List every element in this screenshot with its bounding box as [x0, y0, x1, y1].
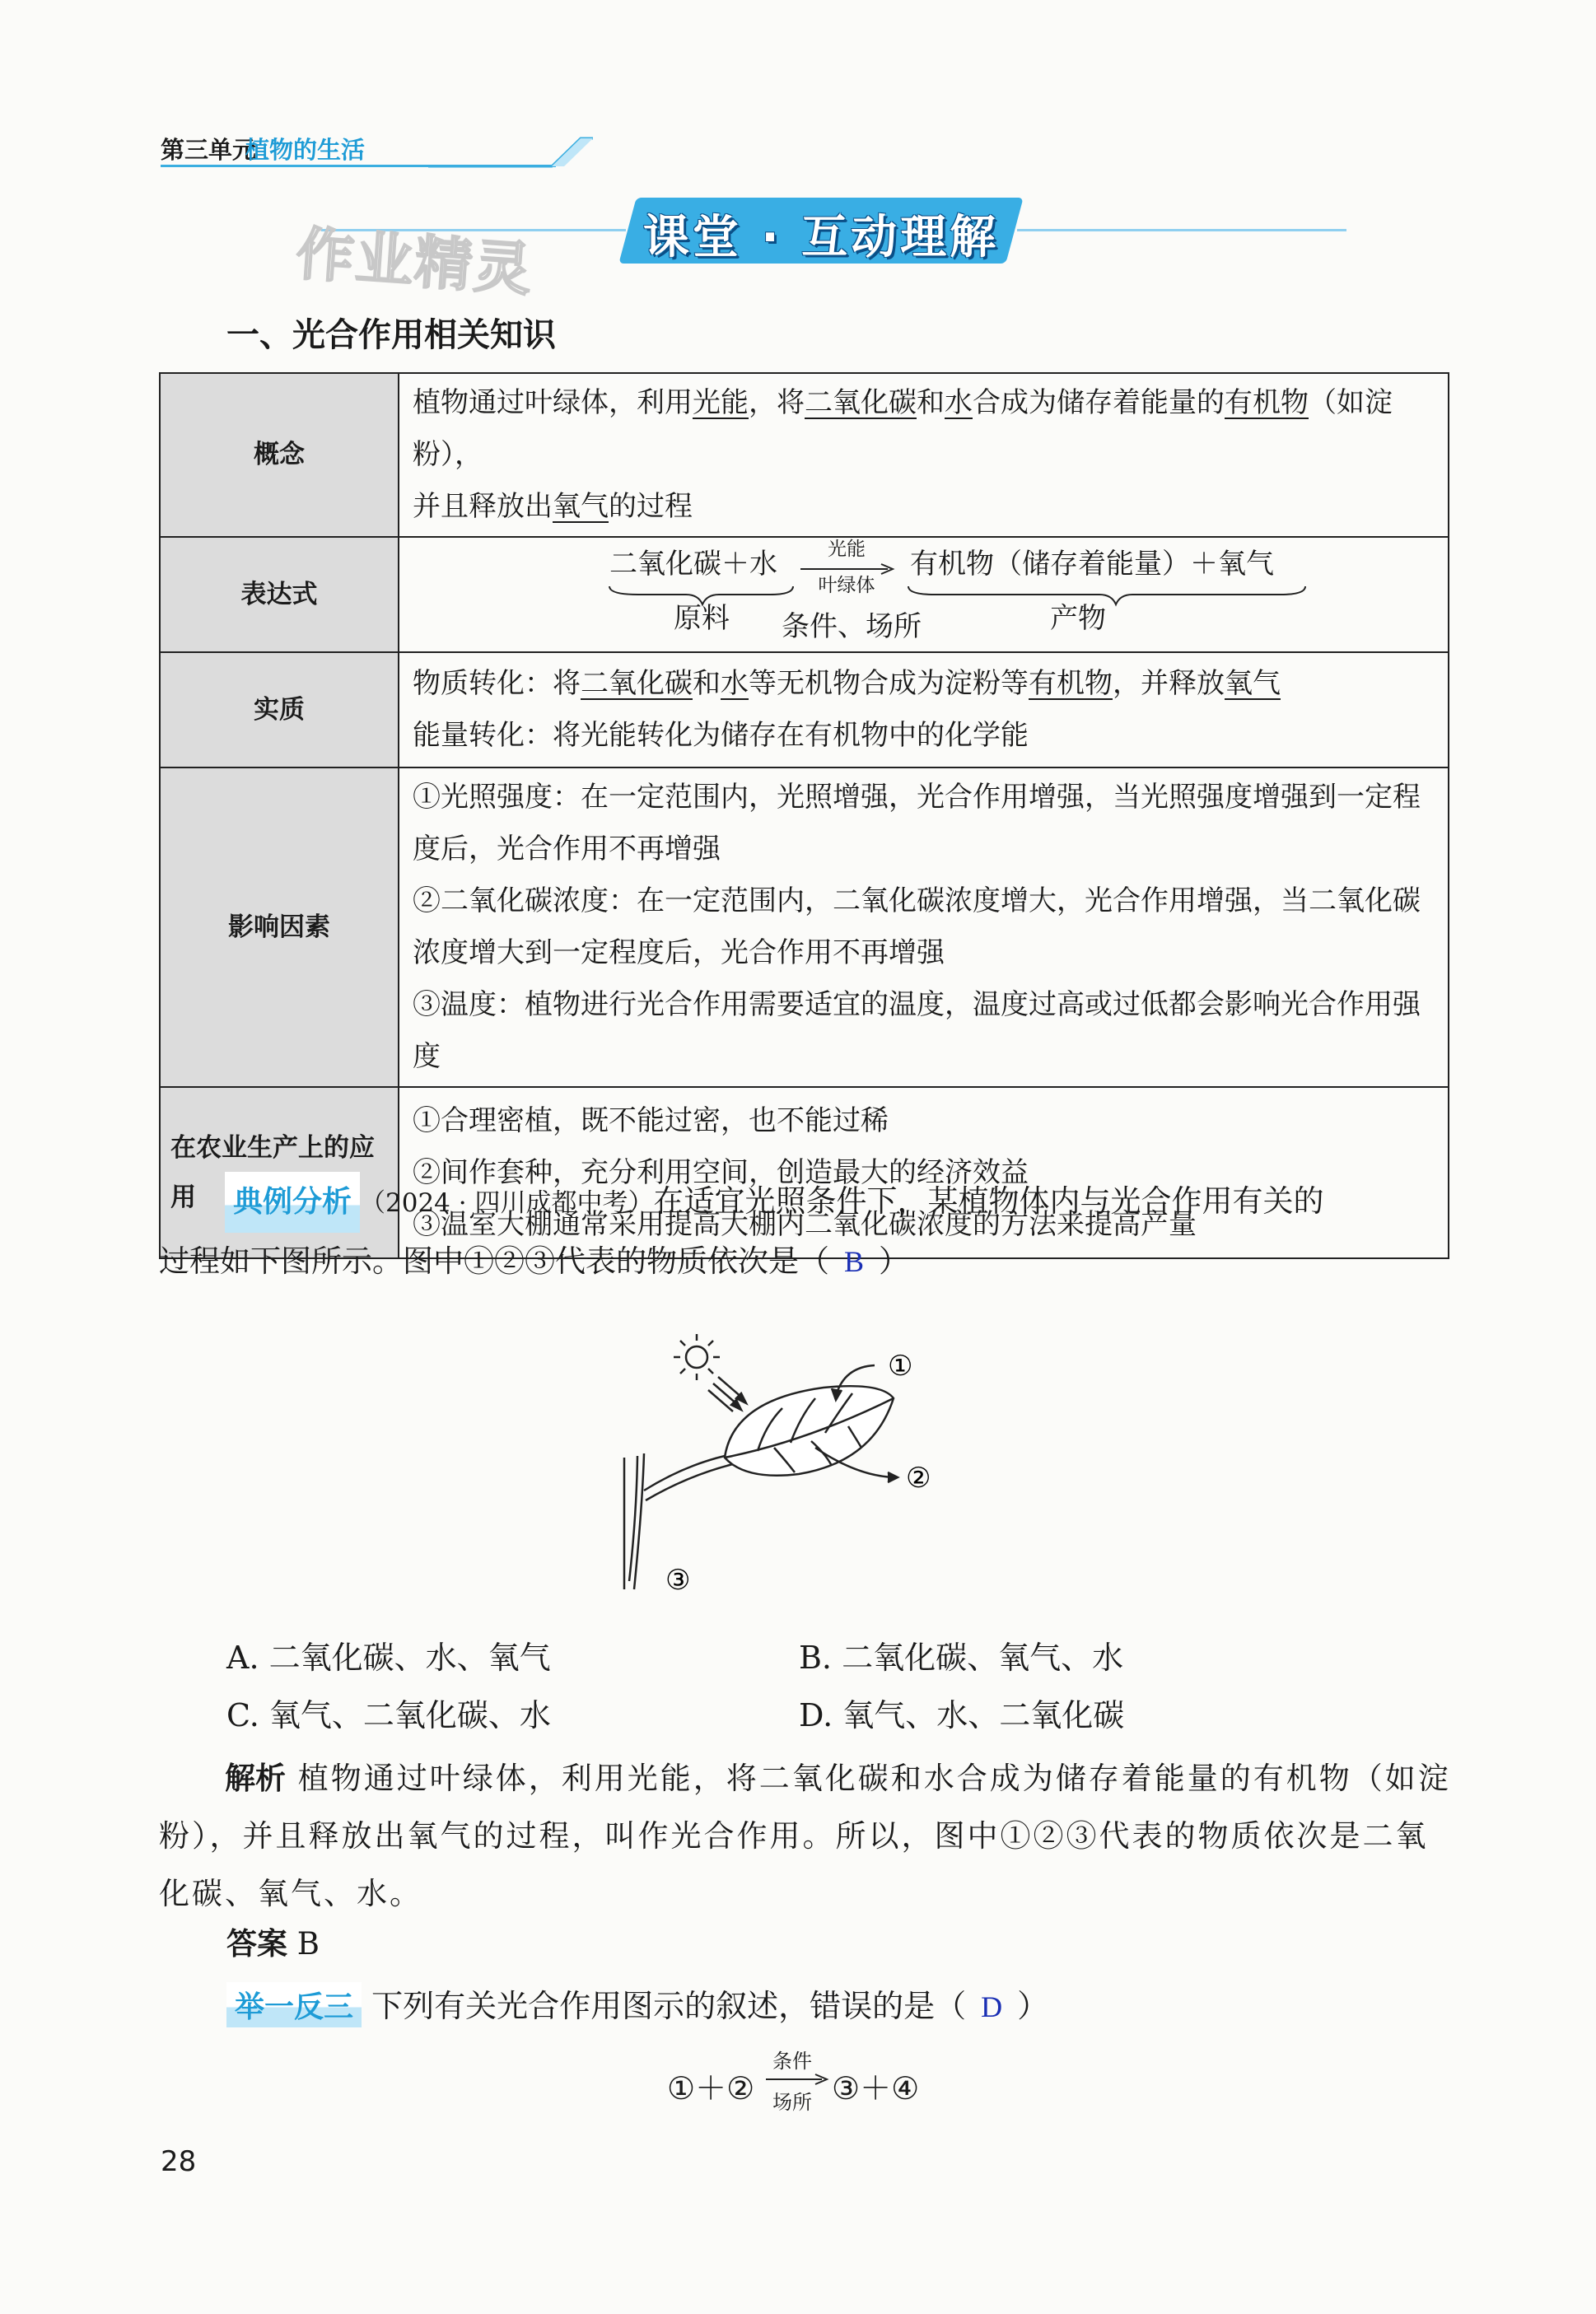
row-label-application: 在农业生产上的应用: [160, 1087, 399, 1258]
formula-arrow-icon: [764, 2073, 830, 2086]
knowledge-table: [159, 372, 1449, 1259]
factor-co2: ②二氧化碳浓度：在一定范围内，二氧化碳浓度增大，光合作用增强，当二氧化碳浓度增大到一定程度后，光合作用不再增强: [413, 884, 1421, 969]
sun-icon: [674, 1334, 720, 1380]
analysis-label: 解析: [225, 1761, 286, 1796]
factor-light: ①光照强度：在一定范围内，光照增强，光合作用增强，当光照强度增强到一定程度后，光合作用不再增强: [413, 781, 1421, 865]
equation-products: 有机物（储存着能量）＋氧气: [910, 548, 1274, 581]
example-question: 典例分析 （2024 · 四川成都中考）在适宜光照条件下，某植物体内与光合作用有关的 过程如下图所示。图中①②③代表的物质依次是（ B ）: [159, 1172, 1452, 1290]
equation-condition-bottom: 叶绿体: [818, 575, 875, 596]
example-source: （2024 · 四川成都中考）: [360, 1188, 654, 1218]
equation-condition-top: 光能: [828, 539, 866, 560]
formula-right: ③＋④: [832, 2070, 920, 2106]
figure-label: ③: [665, 1564, 691, 1597]
row-label-essence: 实质: [160, 652, 399, 767]
leaf-icon: [725, 1386, 894, 1476]
header-slash-decoration: [428, 132, 593, 168]
figure-label: ①: [888, 1350, 913, 1383]
application-item: ①合理密植，既不能过密，也不能过稀: [413, 1103, 889, 1137]
table-row-expression: [160, 537, 1449, 652]
exercise-formula: [667, 2045, 947, 2119]
analysis-text: 植物通过叶绿体，利用光能，将二氧化碳和水合成为储存着能量的有机物（如淀粉），并且释放出氧气的过程，叫作光合作用。所以，图中①②③代表的物质依次是二氧化碳、氧气、水。: [159, 1761, 1451, 1911]
formula-left: ①＋②: [667, 2070, 755, 2106]
equation-reactants: 二氧化碳＋水: [609, 548, 777, 581]
watermark: 作业精灵: [294, 220, 536, 304]
table-row-essence: [160, 652, 1449, 767]
application-item: ③温室大棚通常采用提高大棚内二氧化碳浓度的方法来提高产量: [413, 1207, 1197, 1241]
concept-text: 植物通过叶绿体，利用光能，将二氧化碳和水合成为储存着能量的有机物（如淀粉）， 并且释放出氧气的过程: [399, 373, 1449, 537]
section-heading: 一、光合作用相关知识: [226, 316, 556, 354]
example-answer-mark: B: [844, 1245, 865, 1278]
light-rays-icon: [708, 1377, 746, 1411]
label-products: 产物: [1050, 602, 1106, 635]
option-a[interactable]: A. 二氧化碳、水、氧气: [226, 1640, 551, 1676]
application-item: ②间作套种，充分利用空间，创造最大的经济效益: [413, 1155, 1029, 1189]
page-number: 28: [161, 2145, 197, 2178]
exercise-tag: 举一反三: [226, 1982, 362, 2027]
option-c[interactable]: C. 氧气、二氧化碳、水: [226, 1697, 551, 1733]
row-label-expression: 表达式: [160, 537, 399, 652]
label-conditions: 条件、场所: [782, 610, 922, 643]
answer-value: B: [296, 1926, 320, 1962]
banner-title: 课堂 · 互动理解: [642, 211, 1000, 264]
option-d[interactable]: D. 氧气、水、二氧化碳: [799, 1697, 1125, 1733]
leaf-photosynthesis-figure: [609, 1318, 980, 1598]
factor-temperature: ③温度：植物进行光合作用需要适宜的温度，温度过高或过低都会影响光合作用强度: [413, 988, 1421, 1073]
banner-rule-right: [1017, 229, 1346, 231]
answer-line: [226, 1919, 320, 1963]
example-tag: 典例分析: [225, 1172, 360, 1233]
formula-condition-top: 条件: [772, 2050, 812, 2073]
formula-condition-bottom: 场所: [772, 2091, 812, 2114]
analysis: [159, 1750, 1452, 1923]
photosynthesis-equation: [399, 540, 1448, 649]
essence-text: 物质转化：将二氧化碳和水等无机物合成为淀粉等有机物，并释放氧气 能量转化：将光能转化为储存在有机物中的化学能: [399, 652, 1449, 767]
exercise-answer-mark: D: [981, 1990, 1003, 2023]
option-b[interactable]: B. 二氧化碳、氧气、水: [799, 1640, 1124, 1676]
factors-text: [399, 767, 1449, 1087]
table-row-factors: [160, 767, 1449, 1087]
topic-label: 植物的生活: [245, 136, 366, 164]
row-label-concept: 概念: [160, 373, 399, 537]
exercise-question: 举一反三 下列有关光合作用图示的叙述，错误的是（ D ）: [226, 1980, 1048, 2027]
unit-label: 第三单元: [161, 136, 257, 164]
row-label-factors: 影响因素: [160, 767, 399, 1087]
expression-cell: [399, 537, 1449, 652]
table-row-concept: [160, 373, 1449, 537]
figure-label: ②: [906, 1462, 931, 1495]
answer-label: 答案: [226, 1926, 287, 1962]
label-raw-materials: 原料: [674, 602, 730, 635]
